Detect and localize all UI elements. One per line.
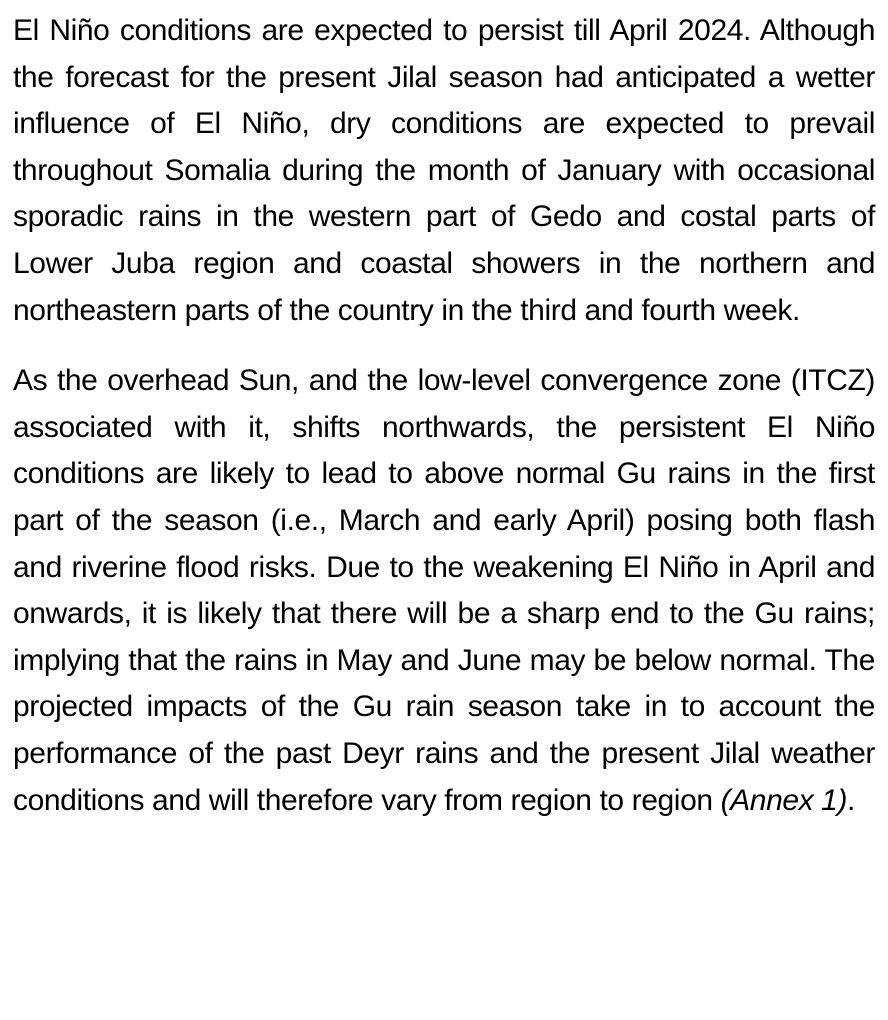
document-page [13, 8, 875, 824]
paragraph-text: As the overhead Sun, and the low-level convergence zone (ITCZ) associated with it, shifts northwards, the persistent El Niño conditions are likely to lead to above normal Gu rains in the first part of the season (i.e., March and early April) posing both flash and riverine flood risks. Due to the weakening El Niño in April and onwards, it is likely that there will be a sharp end to the Gu rains; implying that the rains in May and June may be below normal. The projected impacts of the Gu rain season take in to account the performance of the past Deyr rains and the present Jilal weather conditions and will therefore vary from region to region [13, 364, 875, 817]
annex-reference: (Annex 1) [720, 783, 848, 817]
paragraph-el-nino-jilal [13, 8, 875, 334]
paragraph-end-punctuation: . [847, 783, 855, 817]
paragraph-text: El Niño conditions are expected to persist till April 2024. Although the forecast for the present Jilal season had anticipated a wetter influence of El Niño, dry conditions are expected to prevail throughout Somalia during the month of January with occasional sporadic rains in the western part of Gedo and costal parts of Lower Juba region and coastal showers in the northern and northeastern parts of the country in the third and fourth week. [13, 14, 875, 327]
paragraph-gu-rains [13, 358, 875, 824]
